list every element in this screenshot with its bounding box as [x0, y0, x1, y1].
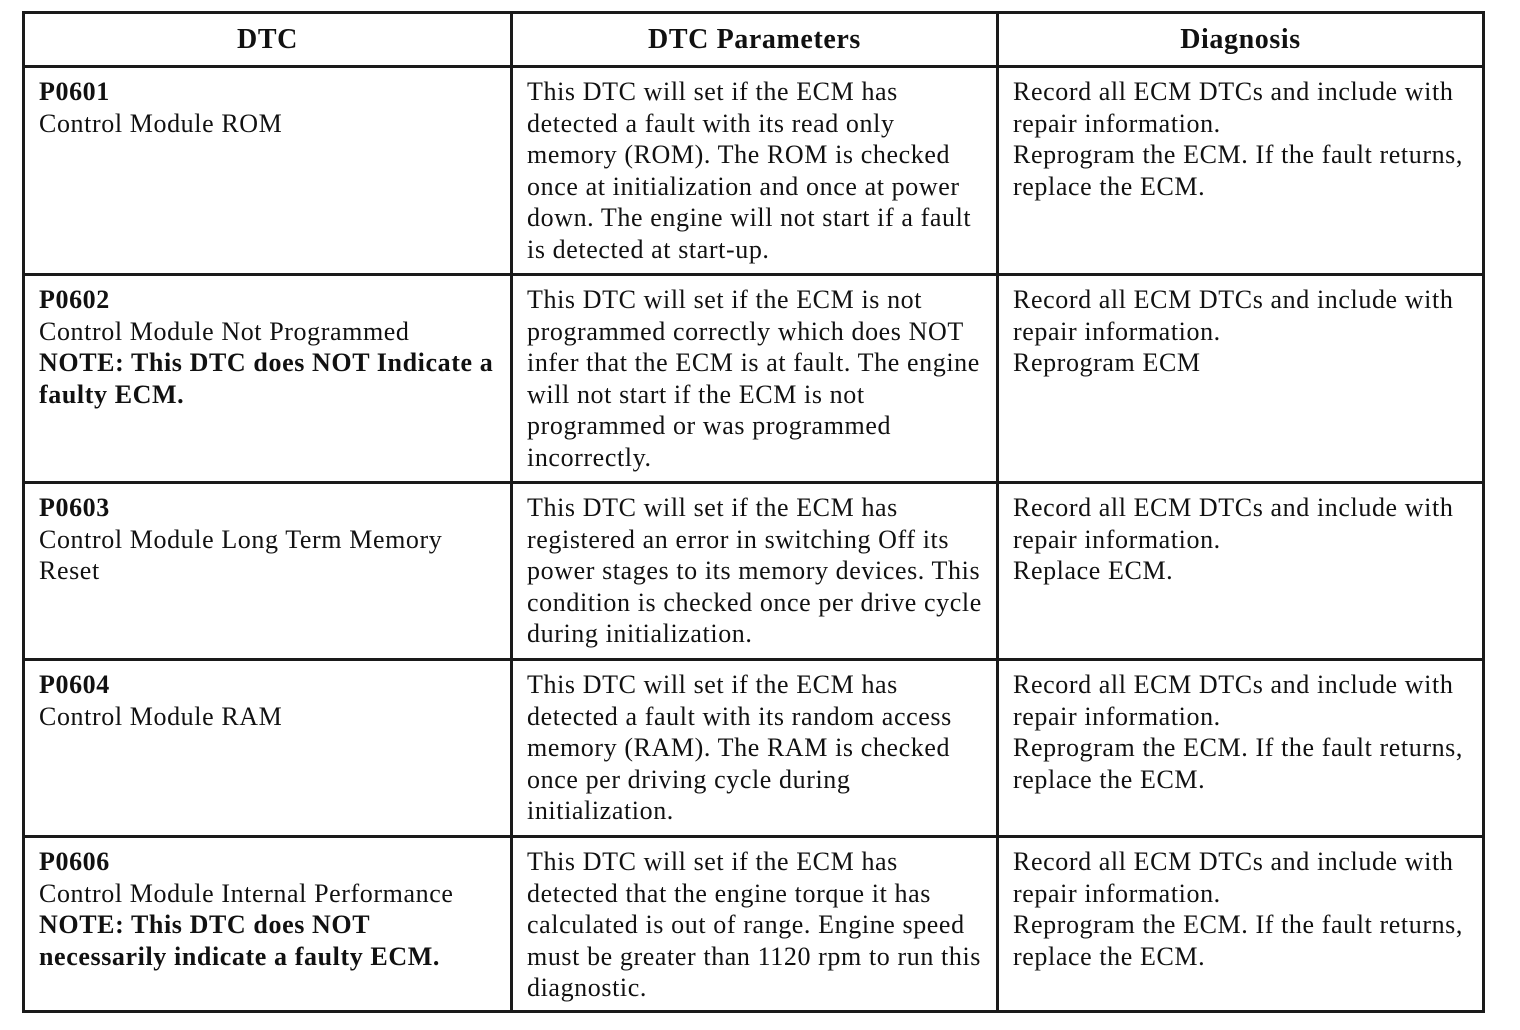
dtc-note: NOTE: This DTC does NOT necessarily indicate a faulty ECM.	[39, 910, 440, 971]
dtc-name: Control Module Not Programmed	[39, 316, 410, 346]
dtc-table	[22, 11, 1485, 1013]
diagnosis-cell	[998, 483, 1484, 660]
dtc-name: Control Module RAM	[39, 701, 283, 731]
dtc-code: P0601	[39, 77, 110, 106]
dtc-cell	[24, 483, 512, 660]
parameters-cell: This DTC will set if the ECM has detected a fault with its read only memory (ROM). The ROM is checked once at initialization and once at power down. The engine will not start if a fault is detected at start-up.	[512, 67, 998, 275]
table-header-row	[24, 13, 1484, 67]
diagnosis-cell	[998, 660, 1484, 837]
diagnosis-line: Reprogram ECM	[1013, 348, 1201, 377]
dtc-name: Control Module Long Term Memory Reset	[39, 524, 443, 585]
dtc-code: P0602	[39, 285, 110, 314]
parameters-cell: This DTC will set if the ECM is not programmed correctly which does NOT infer that the ECM is at fault. The engine will not start if the ECM is not programmed or was programmed incorrectly.	[512, 275, 998, 483]
table-row	[24, 837, 1484, 1012]
diagnosis-line: Record all ECM DTCs and include with repair information.	[1013, 670, 1454, 731]
diagnosis-cell	[998, 275, 1484, 483]
table-row	[24, 275, 1484, 483]
header-diagnosis: Diagnosis	[998, 13, 1484, 67]
dtc-cell	[24, 837, 512, 1012]
parameters-cell: This DTC will set if the ECM has registered an error in switching Off its power stages to its memory devices. This condition is checked once per drive cycle during initialization.	[512, 483, 998, 660]
table-row	[24, 483, 1484, 660]
table-row	[24, 660, 1484, 837]
table-row	[24, 67, 1484, 275]
parameters-cell: This DTC will set if the ECM has detected that the engine torque it has calculated is out of range. Engine speed must be greater than 1120 rpm to run this diagnostic.	[512, 837, 998, 1012]
header-dtc-parameters: DTC Parameters	[512, 13, 998, 67]
diagnosis-line: Record all ECM DTCs and include with repair information.	[1013, 847, 1454, 908]
dtc-cell	[24, 660, 512, 837]
dtc-cell	[24, 67, 512, 275]
dtc-name: Control Module ROM	[39, 108, 283, 138]
diagnosis-line: Reprogram the ECM. If the fault returns, replace the ECM.	[1013, 733, 1463, 794]
diagnosis-line: Record all ECM DTCs and include with repair information.	[1013, 285, 1454, 346]
diagnosis-line: Reprogram the ECM. If the fault returns, replace the ECM.	[1013, 140, 1463, 201]
header-dtc: DTC	[24, 13, 512, 67]
diagnosis-cell	[998, 837, 1484, 1012]
diagnosis-line: Reprogram the ECM. If the fault returns, replace the ECM.	[1013, 910, 1463, 971]
dtc-cell	[24, 275, 512, 483]
diagnosis-line: Record all ECM DTCs and include with repair information.	[1013, 77, 1454, 138]
dtc-code: P0603	[39, 493, 110, 522]
diagnosis-line: Replace ECM.	[1013, 556, 1174, 585]
dtc-name: Control Module Internal Performance	[39, 878, 454, 908]
parameters-cell: This DTC will set if the ECM has detected a fault with its random access memory (RAM). The RAM is checked once per driving cycle during initialization.	[512, 660, 998, 837]
dtc-note: NOTE: This DTC does NOT Indicate a faulty ECM.	[39, 348, 494, 409]
dtc-code: P0606	[39, 847, 110, 876]
diagnosis-cell	[998, 67, 1484, 275]
dtc-code: P0604	[39, 670, 110, 699]
diagnosis-line: Record all ECM DTCs and include with repair information.	[1013, 493, 1454, 554]
